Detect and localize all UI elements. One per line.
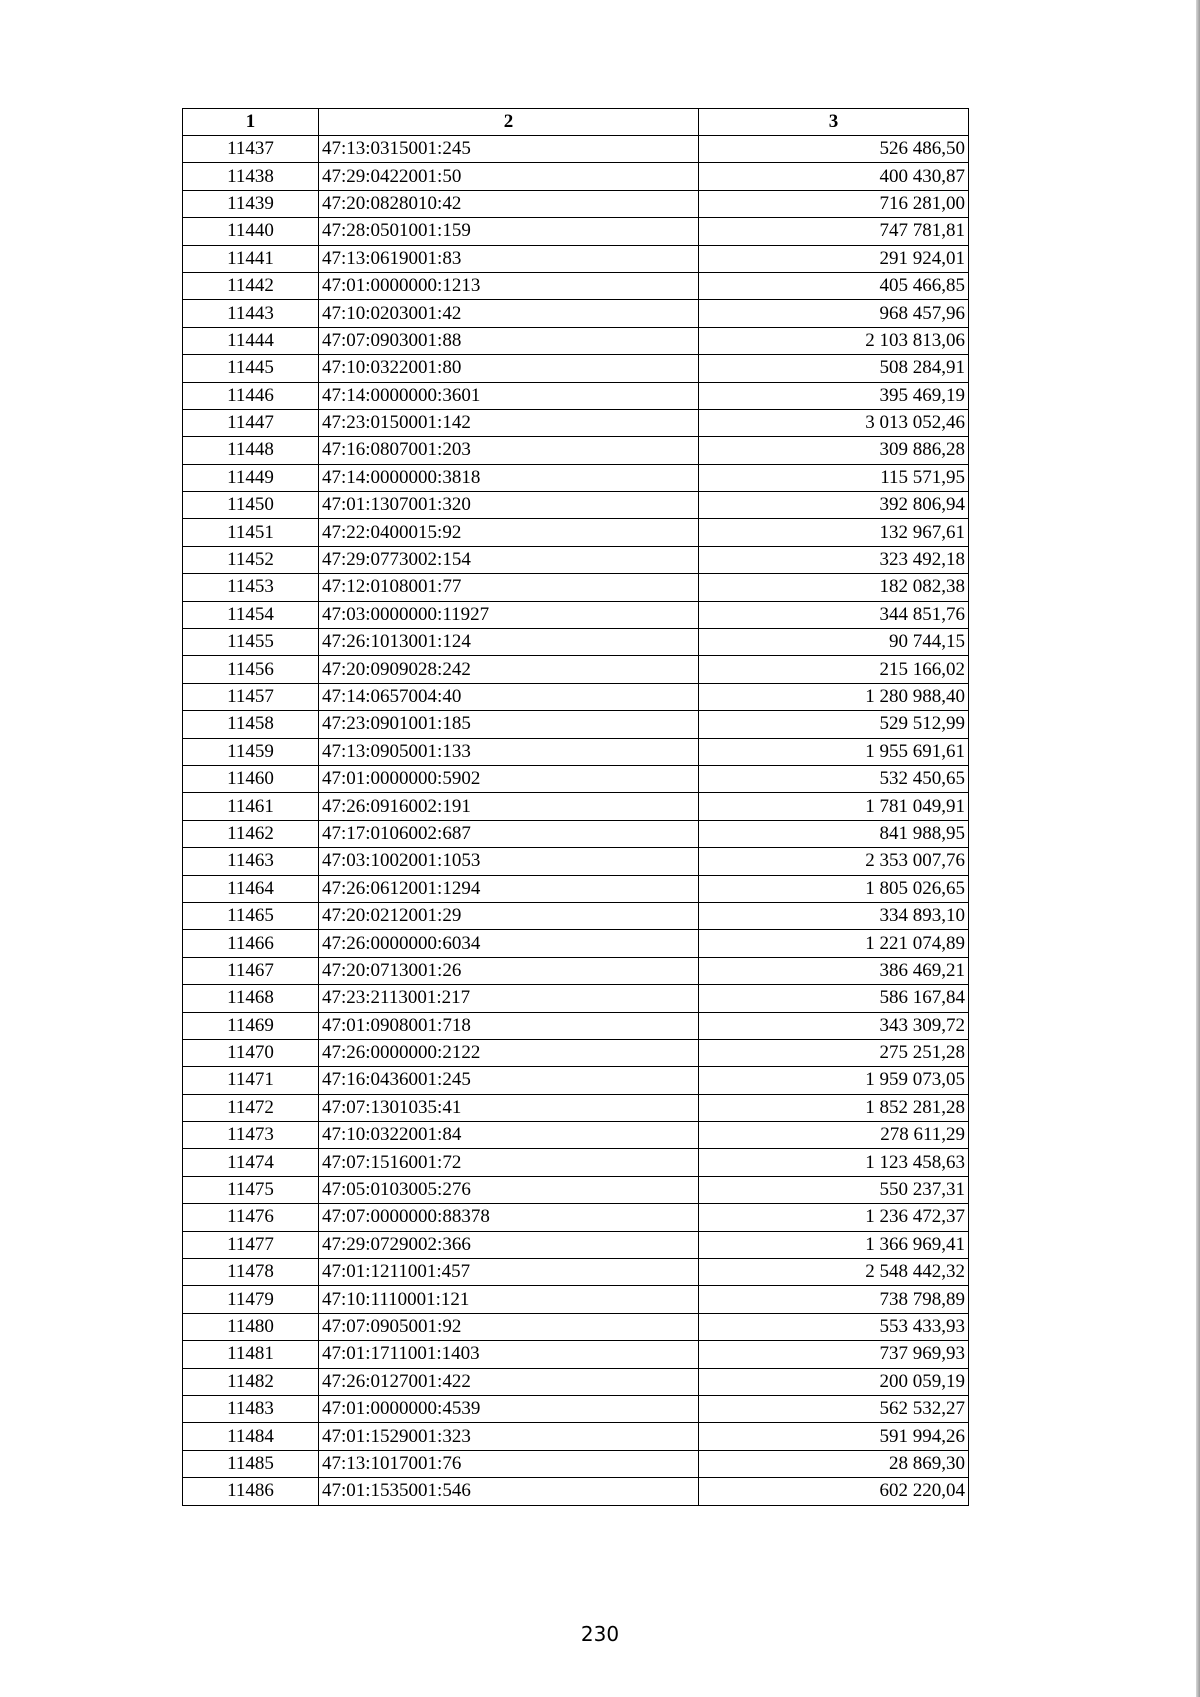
cadastral-value: 2 103 813,06 [699, 327, 969, 354]
cadastral-number: 47:01:0908001:718 [319, 1012, 699, 1039]
row-number: 11438 [183, 163, 319, 190]
cadastral-number: 47:23:0150001:142 [319, 409, 699, 436]
row-number: 11452 [183, 546, 319, 573]
cadastral-number: 47:16:0807001:203 [319, 437, 699, 464]
row-number: 11468 [183, 985, 319, 1012]
cadastral-value: 343 309,72 [699, 1012, 969, 1039]
header-column-1: 1 [183, 109, 319, 136]
table-row [183, 848, 969, 875]
cadastral-number: 47:07:1516001:72 [319, 1149, 699, 1176]
cadastral-value: 841 988,95 [699, 820, 969, 847]
cadastral-value: 291 924,01 [699, 245, 969, 272]
row-number: 11437 [183, 136, 319, 163]
cadastral-value: 405 466,85 [699, 272, 969, 299]
row-number: 11460 [183, 765, 319, 792]
header-column-2: 2 [319, 109, 699, 136]
cadastral-number: 47:20:0828010:42 [319, 190, 699, 217]
cadastral-value: 334 893,10 [699, 902, 969, 929]
cadastral-number: 47:28:0501001:159 [319, 218, 699, 245]
table-row [183, 245, 969, 272]
cadastral-value: 182 082,38 [699, 574, 969, 601]
cadastral-value: 562 532,27 [699, 1395, 969, 1422]
cadastral-number: 47:29:0773002:154 [319, 546, 699, 573]
row-number: 11485 [183, 1450, 319, 1477]
row-number: 11462 [183, 820, 319, 847]
cadastral-value: 3 013 052,46 [699, 409, 969, 436]
cadastral-value: 738 798,89 [699, 1286, 969, 1313]
cadastral-value: 586 167,84 [699, 985, 969, 1012]
table-header [183, 109, 969, 136]
cadastral-value: 1 236 472,37 [699, 1204, 969, 1231]
row-number: 11465 [183, 902, 319, 929]
cadastral-value: 323 492,18 [699, 546, 969, 573]
row-number: 11449 [183, 464, 319, 491]
row-number: 11481 [183, 1341, 319, 1368]
cadastral-value: 550 237,31 [699, 1176, 969, 1203]
row-number: 11458 [183, 711, 319, 738]
row-number: 11453 [183, 574, 319, 601]
table-row [183, 1012, 969, 1039]
cadastral-number: 47:01:0000000:5902 [319, 765, 699, 792]
cadastral-number: 47:07:0905001:92 [319, 1313, 699, 1340]
row-number: 11463 [183, 848, 319, 875]
cadastral-value: 90 744,15 [699, 629, 969, 656]
cadastral-value: 215 166,02 [699, 656, 969, 683]
row-number: 11441 [183, 245, 319, 272]
table-row [183, 1176, 969, 1203]
cadastral-value: 278 611,29 [699, 1122, 969, 1149]
row-number: 11474 [183, 1149, 319, 1176]
table-row [183, 1122, 969, 1149]
row-number: 11467 [183, 957, 319, 984]
cadastral-number: 47:01:0000000:4539 [319, 1395, 699, 1422]
header-column-3: 3 [699, 109, 969, 136]
row-number: 11451 [183, 519, 319, 546]
cadastral-number: 47:20:0713001:26 [319, 957, 699, 984]
cadastral-value: 400 430,87 [699, 163, 969, 190]
cadastral-number: 47:16:0436001:245 [319, 1067, 699, 1094]
table-row [183, 1368, 969, 1395]
cadastral-number: 47:13:0619001:83 [319, 245, 699, 272]
cadastral-number: 47:14:0657004:40 [319, 683, 699, 710]
cadastral-number: 47:01:0000000:1213 [319, 272, 699, 299]
row-number: 11486 [183, 1478, 319, 1505]
cadastral-number: 47:07:1301035:41 [319, 1094, 699, 1121]
cadastral-number: 47:10:0203001:42 [319, 300, 699, 327]
table-row [183, 629, 969, 656]
row-number: 11445 [183, 355, 319, 382]
table-row [183, 136, 969, 163]
cadastral-value: 591 994,26 [699, 1423, 969, 1450]
cadastral-number: 47:03:1002001:1053 [319, 848, 699, 875]
cadastral-number: 47:20:0909028:242 [319, 656, 699, 683]
cadastral-number: 47:26:0000000:6034 [319, 930, 699, 957]
table-row [183, 437, 969, 464]
row-number: 11448 [183, 437, 319, 464]
row-number: 11457 [183, 683, 319, 710]
table-row [183, 820, 969, 847]
cadastral-number: 47:13:0905001:133 [319, 738, 699, 765]
page-number: 230 [580, 1622, 620, 1646]
row-number: 11483 [183, 1395, 319, 1422]
table-row [183, 711, 969, 738]
cadastral-number: 47:22:0400015:92 [319, 519, 699, 546]
table-row [183, 574, 969, 601]
row-number: 11461 [183, 793, 319, 820]
header-row [183, 109, 969, 136]
row-number: 11450 [183, 492, 319, 519]
table-row [183, 464, 969, 491]
table-row [183, 300, 969, 327]
cadastral-value-table [182, 108, 969, 1506]
cadastral-value: 200 059,19 [699, 1368, 969, 1395]
table-row [183, 683, 969, 710]
cadastral-number: 47:23:2113001:217 [319, 985, 699, 1012]
table-row [183, 1067, 969, 1094]
table-row [183, 957, 969, 984]
table-row [183, 327, 969, 354]
table-row [183, 1341, 969, 1368]
table-row [183, 382, 969, 409]
row-number: 11484 [183, 1423, 319, 1450]
cadastral-number: 47:26:1013001:124 [319, 629, 699, 656]
row-number: 11479 [183, 1286, 319, 1313]
cadastral-number: 47:03:0000000:11927 [319, 601, 699, 628]
cadastral-value: 392 806,94 [699, 492, 969, 519]
cadastral-number: 47:29:0729002:366 [319, 1231, 699, 1258]
table-row [183, 1149, 969, 1176]
table-row [183, 1094, 969, 1121]
table-row [183, 1204, 969, 1231]
table-row [183, 1478, 969, 1505]
table-row [183, 765, 969, 792]
cadastral-number: 47:29:0422001:50 [319, 163, 699, 190]
table-row [183, 601, 969, 628]
cadastral-number: 47:26:0612001:1294 [319, 875, 699, 902]
table-row [183, 902, 969, 929]
cadastral-number: 47:01:1529001:323 [319, 1423, 699, 1450]
table-row [183, 1039, 969, 1066]
cadastral-number: 47:26:0127001:422 [319, 1368, 699, 1395]
row-number: 11459 [183, 738, 319, 765]
cadastral-value: 1 280 988,40 [699, 683, 969, 710]
table-row [183, 272, 969, 299]
cadastral-value: 1 955 691,61 [699, 738, 969, 765]
row-number: 11440 [183, 218, 319, 245]
cadastral-value: 508 284,91 [699, 355, 969, 382]
cadastral-number: 47:23:0901001:185 [319, 711, 699, 738]
row-number: 11464 [183, 875, 319, 902]
table-row [183, 519, 969, 546]
row-number: 11466 [183, 930, 319, 957]
cadastral-number: 47:01:1307001:320 [319, 492, 699, 519]
row-number: 11482 [183, 1368, 319, 1395]
cadastral-number: 47:13:0315001:245 [319, 136, 699, 163]
page-edge [1196, 0, 1200, 1697]
cadastral-value: 132 967,61 [699, 519, 969, 546]
table-row [183, 1450, 969, 1477]
table-row [183, 793, 969, 820]
cadastral-value: 2 353 007,76 [699, 848, 969, 875]
cadastral-value: 386 469,21 [699, 957, 969, 984]
table-row [183, 875, 969, 902]
cadastral-number: 47:01:1711001:1403 [319, 1341, 699, 1368]
row-number: 11454 [183, 601, 319, 628]
row-number: 11475 [183, 1176, 319, 1203]
cadastral-number: 47:12:0108001:77 [319, 574, 699, 601]
cadastral-value: 737 969,93 [699, 1341, 969, 1368]
row-number: 11477 [183, 1231, 319, 1258]
cadastral-number: 47:17:0106002:687 [319, 820, 699, 847]
table-row [183, 1395, 969, 1422]
cadastral-value: 309 886,28 [699, 437, 969, 464]
table-row [183, 1313, 969, 1340]
cadastral-value: 526 486,50 [699, 136, 969, 163]
row-number: 11470 [183, 1039, 319, 1066]
table-row [183, 355, 969, 382]
cadastral-number: 47:07:0903001:88 [319, 327, 699, 354]
row-number: 11446 [183, 382, 319, 409]
cadastral-number: 47:14:0000000:3818 [319, 464, 699, 491]
table-row [183, 409, 969, 436]
row-number: 11439 [183, 190, 319, 217]
cadastral-number: 47:14:0000000:3601 [319, 382, 699, 409]
row-number: 11456 [183, 656, 319, 683]
row-number: 11478 [183, 1259, 319, 1286]
table-row [183, 163, 969, 190]
cadastral-value: 1 221 074,89 [699, 930, 969, 957]
row-number: 11473 [183, 1122, 319, 1149]
cadastral-value: 529 512,99 [699, 711, 969, 738]
cadastral-number: 47:07:0000000:88378 [319, 1204, 699, 1231]
table-row [183, 1231, 969, 1258]
row-number: 11480 [183, 1313, 319, 1340]
cadastral-value: 275 251,28 [699, 1039, 969, 1066]
cadastral-value: 553 433,93 [699, 1313, 969, 1340]
table-row [183, 985, 969, 1012]
cadastral-value: 747 781,81 [699, 218, 969, 245]
cadastral-value: 968 457,96 [699, 300, 969, 327]
cadastral-number: 47:10:0322001:80 [319, 355, 699, 382]
table-row [183, 218, 969, 245]
cadastral-number: 47:10:0322001:84 [319, 1122, 699, 1149]
row-number: 11442 [183, 272, 319, 299]
cadastral-value: 28 869,30 [699, 1450, 969, 1477]
row-number: 11444 [183, 327, 319, 354]
cadastral-value: 532 450,65 [699, 765, 969, 792]
row-number: 11447 [183, 409, 319, 436]
cadastral-number: 47:10:1110001:121 [319, 1286, 699, 1313]
row-number: 11471 [183, 1067, 319, 1094]
row-number: 11476 [183, 1204, 319, 1231]
cadastral-value: 1 805 026,65 [699, 875, 969, 902]
table-row [183, 1259, 969, 1286]
table-row [183, 656, 969, 683]
table-row [183, 1286, 969, 1313]
row-number: 11472 [183, 1094, 319, 1121]
cadastral-value: 1 959 073,05 [699, 1067, 969, 1094]
cadastral-value: 1 781 049,91 [699, 793, 969, 820]
cadastral-value: 1 852 281,28 [699, 1094, 969, 1121]
cadastral-value: 395 469,19 [699, 382, 969, 409]
cadastral-value: 344 851,76 [699, 601, 969, 628]
table-row [183, 930, 969, 957]
table-body [183, 136, 969, 1506]
row-number: 11469 [183, 1012, 319, 1039]
cadastral-number: 47:20:0212001:29 [319, 902, 699, 929]
cadastral-number: 47:26:0916002:191 [319, 793, 699, 820]
cadastral-number: 47:26:0000000:2122 [319, 1039, 699, 1066]
cadastral-value: 716 281,00 [699, 190, 969, 217]
row-number: 11455 [183, 629, 319, 656]
cadastral-value: 602 220,04 [699, 1478, 969, 1505]
cadastral-value: 115 571,95 [699, 464, 969, 491]
table-row [183, 190, 969, 217]
table-row [183, 492, 969, 519]
cadastral-value: 1 123 458,63 [699, 1149, 969, 1176]
table-row [183, 1423, 969, 1450]
cadastral-number: 47:01:1535001:546 [319, 1478, 699, 1505]
row-number: 11443 [183, 300, 319, 327]
table-row [183, 738, 969, 765]
cadastral-number: 47:05:0103005:276 [319, 1176, 699, 1203]
cadastral-value: 2 548 442,32 [699, 1259, 969, 1286]
cadastral-number: 47:01:1211001:457 [319, 1259, 699, 1286]
cadastral-number: 47:13:1017001:76 [319, 1450, 699, 1477]
table-row [183, 546, 969, 573]
cadastral-value: 1 366 969,41 [699, 1231, 969, 1258]
